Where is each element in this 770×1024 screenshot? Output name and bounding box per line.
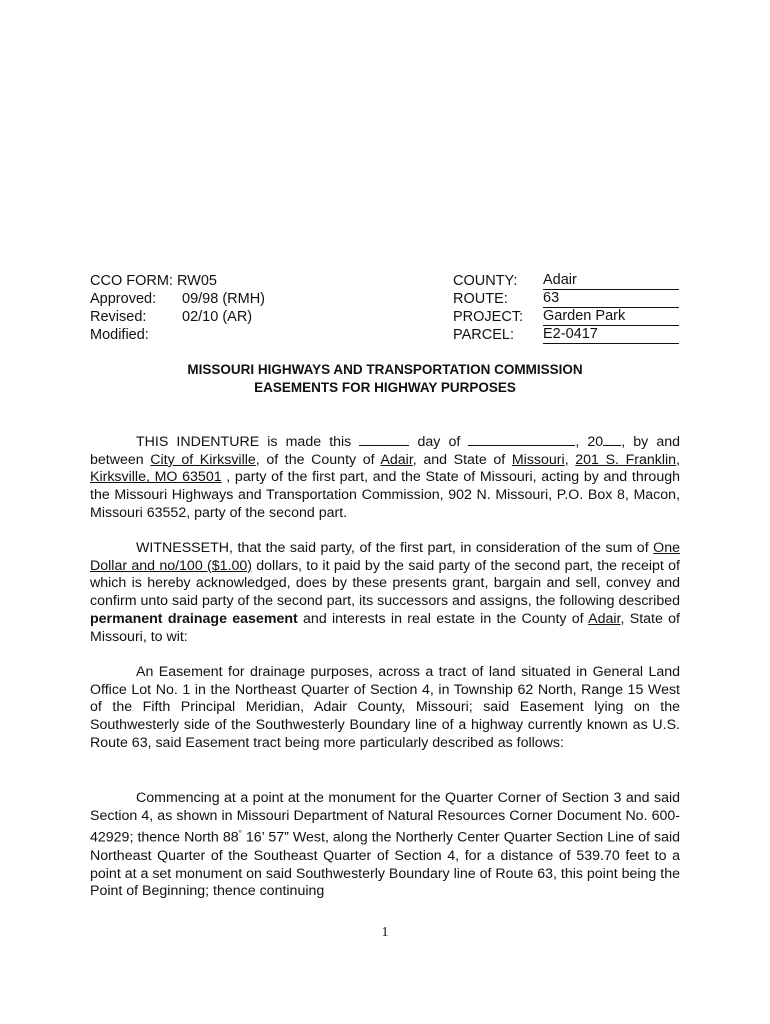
revised-label: Revised:	[90, 309, 147, 325]
p4-text-b: 16’ 57” West, along the Northerly Center Quarter Section Line of said Northeast Quarter of the Southeast Quarter of Section 4, for a distance of 539.70 feet to a point at a set monument on said Southwesterly Boundary line of Route 63, this point being the Point of Beginning; thence continuing	[90, 830, 681, 900]
p1-text-d: , by and between	[90, 434, 680, 468]
p1-text-a: THIS INDENTURE is made this	[136, 434, 360, 450]
title-line-1: MISSOURI HIGHWAYS AND TRANSPORTATION COMMISSION	[187, 362, 583, 377]
page-number: 1	[381, 925, 389, 940]
year-blank	[603, 432, 621, 446]
county-row	[453, 272, 679, 290]
p4-text-a: Commencing at a point at the monument for the Quarter Corner of Section 3 and said Section 4, as shown in Missouri Department of Natural Resources Corner Document No. 600-42929; thence North 88	[90, 790, 680, 847]
revised-value: 02/10 (AR)	[182, 309, 253, 325]
p2-text-b: dollars, to it paid by the said party of the second part, the receipt of which is hereby acknowledged, does by these presents grant, bargain and sell, convey and confirm unto said party of the second part, its successors and assigns, the following described	[90, 557, 680, 610]
approved-label: Approved:	[90, 291, 157, 307]
parcel-row	[453, 326, 679, 344]
project-label: PROJECT:	[453, 309, 524, 325]
form-value: RW05	[176, 273, 217, 289]
p1-text-c: , 20	[575, 434, 604, 450]
month-blank	[468, 432, 575, 446]
grantor-state: Missouri	[511, 451, 565, 468]
form-label: CCO FORM:	[90, 273, 173, 289]
p1-text-g: ,	[564, 451, 576, 468]
consideration-sum: One Dollar and no/100 ($1.00)	[90, 540, 680, 574]
document-title	[90, 361, 680, 397]
project-row	[453, 308, 679, 326]
grantor-address: 201 S. Franklin, Kirksville, MO 63501	[90, 451, 680, 486]
route-label: ROUTE:	[453, 291, 508, 307]
form-row	[90, 272, 265, 290]
p1-text-h: , party of the first part, and the State of Missouri, acting by and through the Missouri Highways and Transportation Commission, 902 N. Missouri, P.O. Box 8, Macon, Missouri 63552, party of the second part.	[90, 469, 680, 521]
witnesseth-paragraph	[90, 540, 680, 646]
grantor-name: City of Kirksville	[150, 451, 256, 468]
day-blank	[359, 432, 409, 446]
parcel-label: PARCEL:	[453, 327, 514, 343]
easement-county: Adair	[588, 610, 621, 627]
modified-label: Modified:	[90, 327, 149, 343]
title-line-2: EASEMENTS FOR HIGHWAY PURPOSES	[254, 380, 516, 395]
p3-text: An Easement for drainage purposes, across a tract of land situated in General Land Office Lot No. 1 in the Northeast Quarter of Section 4, in Township 62 North, Range 15 West of the Fifth Principal Meridian, Adair County, Missouri; said Easement lying on the Southwesterly side of the Southwesterly Boundary line of a highway currently known as U.S. Route 63, said Easement tract being more particularly described as follows:	[90, 664, 680, 751]
easement-type: permanent drainage easement	[90, 610, 298, 627]
approved-value: 09/98 (RMH)	[182, 291, 265, 307]
county-value: Adair	[543, 272, 679, 290]
route-value: 63	[543, 290, 679, 308]
degree-symbol: °	[238, 829, 242, 839]
easement-description-paragraph	[90, 664, 680, 753]
p2-text-c: and interests in real estate in the County of	[297, 610, 589, 627]
indenture-paragraph	[90, 432, 680, 523]
route-row	[453, 290, 679, 308]
grantor-county: Adair	[380, 451, 413, 468]
commencing-paragraph	[90, 790, 680, 901]
parcel-value: E2-0417	[543, 326, 679, 344]
approved-row	[90, 290, 265, 308]
p2-text-a: WITNESSETH, that the said party, of the first part, in consideration of the sum of	[136, 540, 654, 556]
p1-text-b: day of	[409, 434, 469, 450]
modified-row	[90, 326, 265, 344]
p1-text-e: , of the County of	[255, 451, 381, 468]
project-value: Garden Park	[543, 308, 679, 326]
p1-text-f: , and State of	[412, 451, 512, 468]
p2-text-d: , State of Missouri, to wit:	[90, 610, 680, 645]
county-label: COUNTY:	[453, 273, 518, 289]
parcel-info-block	[453, 272, 679, 344]
form-info-block	[90, 272, 265, 344]
revised-row	[90, 308, 265, 326]
